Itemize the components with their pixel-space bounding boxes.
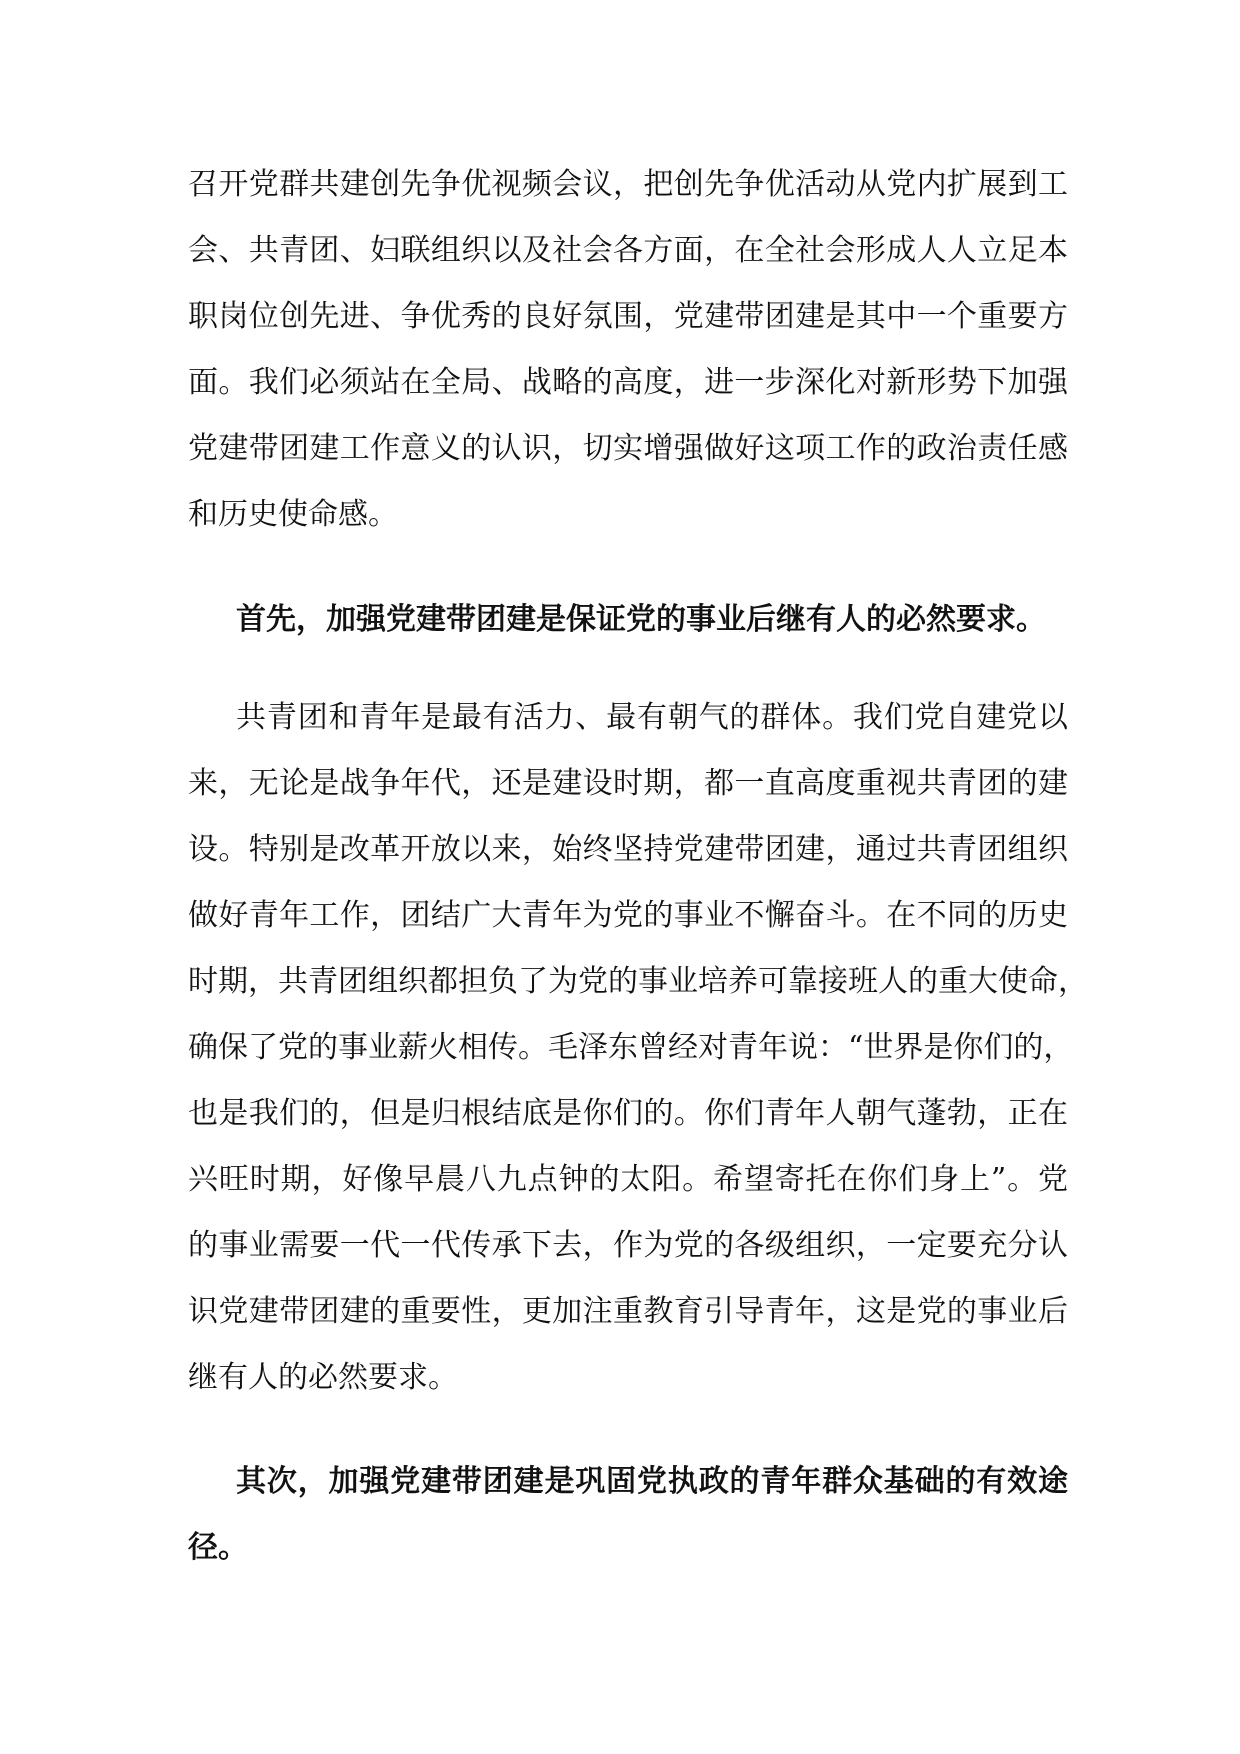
text-line: 会、共青团、妇联组织以及社会各方面，在全社会形成人人立足本 [188, 233, 1068, 268]
heading-line: 径。 [188, 1530, 248, 1565]
text-line: 共青团和青年是最有活力、最有朝气的群体。我们党自建党以 [236, 700, 1068, 735]
text-line: 确保了党的事业薪火相传。毛泽东曾经对青年说：“世界是你们的， [188, 1030, 1074, 1065]
text-line: 职岗位创先进、争优秀的良好氛围，党建带团建是其中一个重要方 [188, 299, 1068, 334]
text-line: 来，无论是战争年代，还是建设时期，都一直高度重视共青团的建 [188, 766, 1068, 801]
text-line: 继有人的必然要求。 [188, 1360, 458, 1395]
text-line: 召开党群共建创先争优视频会议，把创先争优活动从党内扩展到工 [188, 167, 1068, 202]
text-line: 兴旺时期，好像早晨八九点钟的太阳。希望寄托在你们身上”。党 [188, 1162, 1068, 1197]
text-line: 也是我们的，但是归根结底是你们的。你们青年人朝气蓬勃，正在 [188, 1096, 1068, 1131]
section-heading: 首先，加强党建带团建是保证党的事业后继有人的必然要求。 [236, 602, 1046, 637]
text-line: 和历史使命感。 [188, 497, 398, 532]
text-line: 的事业需要一代一代传承下去，作为党的各级组织，一定要充分认 [188, 1228, 1068, 1263]
text-line: 做好青年工作，团结广大青年为党的事业不懈奋斗。在不同的历史 [188, 898, 1068, 933]
text-line: 党建带团建工作意义的认识，切实增强做好这项工作的政治责任感 [188, 431, 1068, 466]
text-line: 识党建带团建的重要性，更加注重教育引导青年，这是党的事业后 [188, 1294, 1068, 1329]
text-line: 面。我们必须站在全局、战略的高度，进一步深化对新形势下加强 [188, 365, 1068, 400]
heading-line: 其次，加强党建带团建是巩固党执政的青年群众基础的有效途 [236, 1464, 1068, 1499]
text-line: 设。特别是改革开放以来，始终坚持党建带团建，通过共青团组织 [188, 832, 1068, 867]
text-line: 时期，共青团组织都担负了为党的事业培养可靠接班人的重大使命， [188, 964, 1088, 999]
